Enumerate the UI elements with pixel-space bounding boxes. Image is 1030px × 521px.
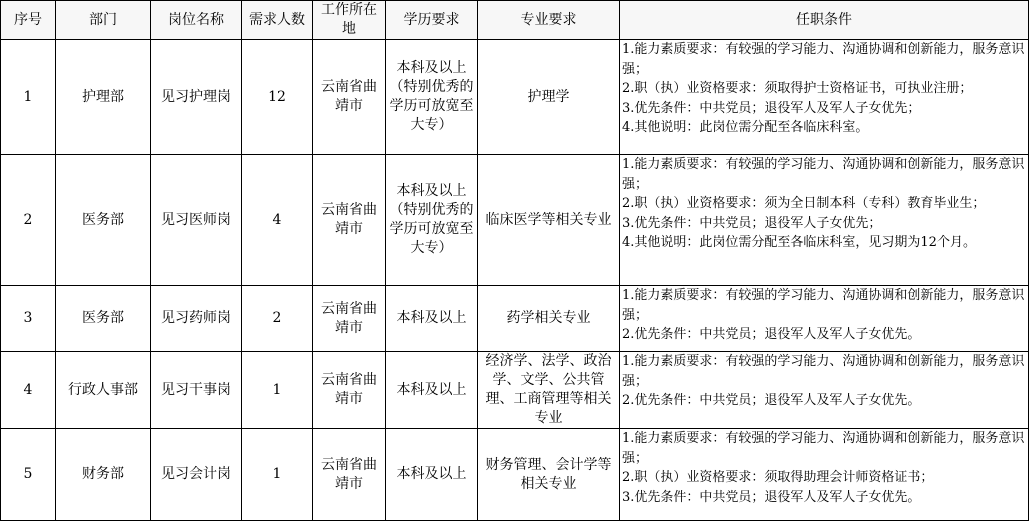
- cell-conditions: [620, 429, 1029, 521]
- condition-line: 3.优先条件：中共党员；退役军人及军人子女优先。: [622, 489, 921, 505]
- table-row: [1, 429, 1029, 521]
- table-row: [1, 155, 1029, 286]
- cell-major: 药学相关专业: [478, 286, 620, 352]
- table-row: [1, 352, 1029, 429]
- cell-dept: 行政人事部: [56, 352, 151, 429]
- cell-education: 本科及以上: [386, 352, 478, 429]
- cell-location: 云南省曲靖市: [313, 40, 386, 155]
- cell-no: 5: [1, 429, 56, 521]
- cell-no: 3: [1, 286, 56, 352]
- cell-count: 2: [242, 286, 313, 352]
- cell-conditions: [620, 40, 1029, 155]
- cell-post: 见习干事岗: [151, 352, 242, 429]
- cell-count: 1: [242, 352, 313, 429]
- cell-education: 本科及以上: [386, 286, 478, 352]
- cell-post: 见习医师岗: [151, 155, 242, 286]
- header-location: 工作所在地: [313, 1, 386, 40]
- cell-conditions: [620, 155, 1029, 286]
- condition-line: 1.能力素质要求：有较强的学习能力、沟通协调和创新能力，服务意识强；: [622, 354, 1025, 389]
- cell-conditions: [620, 286, 1029, 352]
- cell-location: 云南省曲靖市: [313, 155, 386, 286]
- cell-major: 经济学、法学、政治学、文学、公共管理、工商管理等相关专业: [478, 352, 620, 429]
- condition-line: 2.职（执）业资格要求：须取得助理会计师资格证书；: [622, 470, 934, 485]
- cell-education: 本科及以上（特别优秀的学历可放宽至大专）: [386, 40, 478, 155]
- cell-dept: 护理部: [56, 40, 151, 155]
- cell-no: 2: [1, 155, 56, 286]
- header-no: 序号: [1, 1, 56, 40]
- condition-line: 2.优先条件：中共党员；退役军人及军人子女优先。: [622, 327, 921, 342]
- header-dept: 部门: [56, 1, 151, 40]
- cell-post: 见习药师岗: [151, 286, 242, 352]
- condition-line: 4.其他说明：此岗位需分配至各临床科室。: [622, 120, 869, 135]
- header-post: 岗位名称: [151, 1, 242, 40]
- cell-education: 本科及以上: [386, 429, 478, 521]
- cell-post: 见习会计岗: [151, 429, 242, 521]
- cell-dept: 医务部: [56, 286, 151, 352]
- header-conditions: 任职条件: [620, 1, 1029, 40]
- condition-line: 3.优先条件：中共党员；退役军人子女优先；: [622, 215, 882, 231]
- cell-major: 临床医学等相关专业: [478, 155, 620, 286]
- cell-education: 本科及以上（特别优秀的学历可放宽至大专）: [386, 155, 478, 286]
- header-education: 学历要求: [386, 1, 478, 40]
- cell-location: 云南省曲靖市: [313, 286, 386, 352]
- condition-line: 2.职（执）业资格要求：须取得护士资格证书，可执业注册；: [622, 81, 973, 96]
- condition-line: 1.能力素质要求：有较强的学习能力、沟通协调和创新能力，服务意识强；: [622, 42, 1025, 77]
- table-row: [1, 286, 1029, 352]
- table-row: [1, 40, 1029, 155]
- condition-line: 2.职（执）业资格要求：须为全日制本科（专科）教育毕业生；: [622, 196, 986, 211]
- cell-count: 12: [242, 40, 313, 155]
- condition-line: 2.优先条件：中共党员；退役军人及军人子女优先。: [622, 393, 921, 408]
- condition-line: 1.能力素质要求：有较强的学习能力、沟通协调和创新能力，服务意识强；: [622, 157, 1025, 192]
- cell-conditions: [620, 352, 1029, 429]
- cell-location: 云南省曲靖市: [313, 429, 386, 521]
- condition-line: 1.能力素质要求：有较强的学习能力、沟通协调和创新能力，服务意识强；: [622, 431, 1025, 466]
- header-count: 需求人数: [242, 1, 313, 40]
- condition-line: 4.其他说明：此岗位需分配至各临床科室，见习期为12个月。: [622, 235, 976, 250]
- cell-major: 财务管理、会计学等相关专业: [478, 429, 620, 521]
- cell-count: 1: [242, 429, 313, 521]
- cell-dept: 医务部: [56, 155, 151, 286]
- header-row: [1, 1, 1029, 40]
- condition-line: 1.能力素质要求：有较强的学习能力、沟通协调和创新能力，服务意识强；: [622, 288, 1025, 323]
- cell-post: 见习护理岗: [151, 40, 242, 155]
- cell-count: 4: [242, 155, 313, 286]
- condition-line: 3.优先条件：中共党员；退役军人及军人子女优先；: [622, 100, 921, 116]
- header-major: 专业要求: [478, 1, 620, 40]
- cell-location: 云南省曲靖市: [313, 352, 386, 429]
- cell-major: 护理学: [478, 40, 620, 155]
- cell-dept: 财务部: [56, 429, 151, 521]
- cell-no: 4: [1, 352, 56, 429]
- cell-no: 1: [1, 40, 56, 155]
